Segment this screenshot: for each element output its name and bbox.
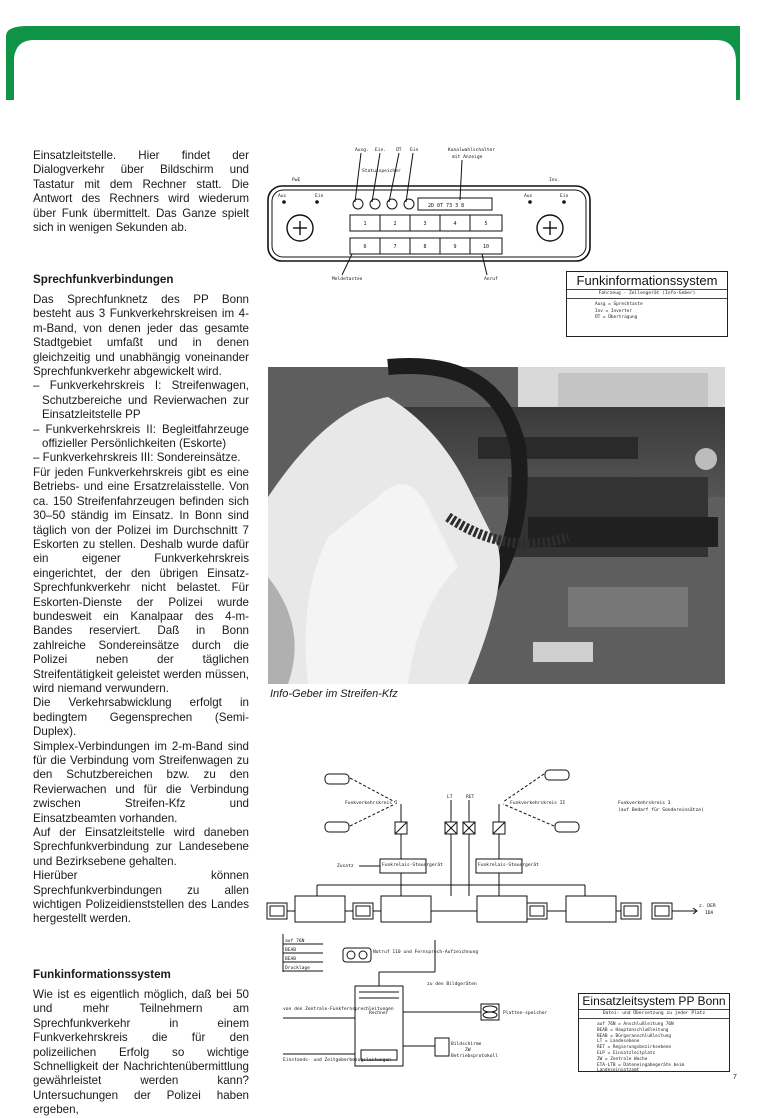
label-m2: BEAB xyxy=(285,948,297,953)
key-9: 9 xyxy=(453,244,457,250)
heading-funkinfo: Funkinformationssystem xyxy=(33,968,171,981)
legend2-subtitle: Datei- und Übersetzung zu jeder Platz xyxy=(579,1010,729,1019)
key-5: 5 xyxy=(484,221,488,227)
label-aus-right: Aus xyxy=(524,194,533,199)
legend2-row: BEAB = Bürgeranschlußleitung xyxy=(597,1033,672,1039)
paragraph: Wie ist es eigentlich möglich, daß bei 50 und mehr Teilnehmern am Sprechfunkverkehr in einem Funkverkehrskreis die für den polizeilichen Erfolg so wichtige Schnelligkeit der Nachrichtenübermittlung gewährleistet werden kann? Untersuchungen der Polizei haben ergeben, xyxy=(33,988,249,1117)
label-left2: Einstands- und Zeitgeberbezugsleitungen xyxy=(283,1058,391,1063)
label-m1: auf 76N xyxy=(285,939,305,944)
key-4: 4 xyxy=(453,221,457,227)
paragraph: Auf der Einsatzleitstelle wird daneben Sprechfunkverbindung zur Landesebene und Bezirksebene gehalten. xyxy=(33,826,249,868)
key-10: 10 xyxy=(482,244,490,250)
legend2-row: auf 76N = Anschlußleitung 76N xyxy=(597,1022,674,1027)
legend2-row: LT = Landesebene xyxy=(597,1039,640,1045)
label-ein: Ein. xyxy=(375,148,387,153)
label-fvk2: Funkverkehrskreis II xyxy=(510,801,566,806)
key-7: 7 xyxy=(393,244,397,250)
key-3: 3 xyxy=(423,221,427,227)
photo-info-geber xyxy=(268,367,725,684)
list-item: – Funkverkehrskreis II: Begleitfahrzeuge offizieller Persönlichkeiten (Eskorte) xyxy=(33,422,249,451)
photo-caption: Info-Geber im Streifen-Kfz xyxy=(270,688,398,700)
label-fs3: Betriebsprotokoll xyxy=(451,1054,499,1059)
label-box1: Funkrelais-Steuergerät xyxy=(382,863,443,868)
label-zu-ida: IDA xyxy=(705,911,714,916)
label-ein2: Ein xyxy=(410,148,419,153)
label-statusspeicher: Statusspeicher xyxy=(362,169,401,174)
label-meldetasten: Meldetasten xyxy=(332,277,363,282)
label-anruf: Anruf xyxy=(484,277,498,282)
legend2-rows xyxy=(579,1019,729,1074)
legend-row: Ausg = Sprechtaste xyxy=(595,302,643,307)
legend-funkinfo xyxy=(566,271,728,337)
label-ue: ÜT xyxy=(396,148,402,153)
key-2: 2 xyxy=(393,221,397,227)
key-1: 1 xyxy=(363,221,367,227)
label-rechner: Rechner xyxy=(369,1011,389,1016)
heading-sprechfunk: Sprechfunkverbindungen xyxy=(33,273,174,286)
label-ret: RET xyxy=(466,795,475,800)
label-aus-left: Aus xyxy=(278,194,287,199)
device-display: 2D 0T 73 3 8 xyxy=(428,203,465,209)
label-fvk1: Funkverkehrskreis I xyxy=(345,801,398,806)
label-mit: mit Anzeige xyxy=(452,155,483,160)
label-ein-left: Ein xyxy=(315,194,324,199)
label-ausg: Ausg. xyxy=(355,148,369,153)
paragraph: Die Verkehrsabwicklung erfolgt in bedingtem Gegensprechen (Semi-Duplex). xyxy=(33,696,249,739)
label-left1: von den Zentrale-Funkfernsprechleitungen xyxy=(283,1007,394,1012)
section-sprechfunk xyxy=(33,273,249,927)
legend2-title: Einsatzleitsystem PP Bonn xyxy=(579,994,729,1010)
label-box2: Funkrelais-Steuergerät xyxy=(478,863,539,868)
section-funkinfo xyxy=(33,968,249,1118)
intro-paragraph: Einsatzleitstelle. Hier findet der Dialogverkehr über Bildschirm und Tastatur mit dem Rechner statt. Die Antwort des Rechners wird wiederum über Funk übermittelt. Das Ganze spielt sich in wenigen Sekunden ab. xyxy=(33,149,249,235)
legend-row: ÜT = Übertragung xyxy=(595,315,638,321)
paragraph: Für jeden Funkverkehrskreis gibt es eine Betriebs- und eine Ersatzrelaisstelle. Von ca. 150 Streifenfahrzeugen befinden sich 30–50 ständig im Einsatz. In Bonn sind täglich von der Polizei im Durchschnitt 7 Eskorten zu stellen. Deshalb wurde dafür ein eigener Funkverkehrskreis eingerichtet, der den übrigen Einsatz-Sprechfunkverkehr nicht belastet. Für Eskorten-Dienste der Polizei wurde bundesweit ein Kanalpaar des 4-m-Bandes reserviert. Daß in Bonn zahlreiche Sondereinsätze durch die Polizei neben der täglichen Streifentätigkeit geleistet werden müssen, wird niemand verwundern. xyxy=(33,465,249,695)
label-platte: Platten-speicher xyxy=(503,1011,548,1016)
list-item: – Funkverkehrskreis I: Streifenwagen, Schutzbereiche und Revierwachen zur Einsatzleitstelle PP xyxy=(33,379,249,422)
key-6: 6 xyxy=(363,244,367,250)
green-frame xyxy=(0,0,781,100)
paragraph: Simplex-Verbindungen im 2-m-Band sind für die Verbindung vom Streifenwagen zu den Schutzbereichen bzw. zu den Revierwachen und für die Verbindung zwischen Streifen-Kfz und Einsatzbeamten vorhanden. xyxy=(33,739,249,825)
legend-einsatzleit xyxy=(578,993,730,1072)
label-zusatz: Zusatz xyxy=(337,864,354,869)
legend2-row: RET = Regierungsbezirksebene xyxy=(597,1045,672,1051)
label-pwe: PwE xyxy=(292,178,301,183)
legend-rows xyxy=(567,299,727,322)
label-ein-right: Ein xyxy=(560,194,569,199)
page-number: 7 xyxy=(733,1074,737,1081)
label-tape: Notruf 110 und Fernsprech-Aufzeichnung xyxy=(373,950,479,955)
label-kanal: Kanalwahlschalter xyxy=(448,148,496,153)
photo-illustration xyxy=(268,367,725,684)
label-lt: LT xyxy=(447,795,453,800)
label-fvk3-note: (auf Bedarf für Sondereinsätze) xyxy=(618,808,704,813)
info-geber-diagram xyxy=(262,142,602,288)
label-fvk3: Funkverkehrskreis 3 xyxy=(618,801,671,806)
list-item: – Funkverkehrskreis III: Sondereinsätze. xyxy=(33,451,241,465)
label-fs1: Bildschirme xyxy=(451,1042,482,1047)
label-zu-kkk: zu den Bildgeräten xyxy=(427,982,477,987)
paragraph: Hierüber können Sprechfunkverbindungen zu allen wichtigen Polizeidienststellen des Landes hergestellt werden. xyxy=(33,869,249,926)
legend2-row: ETA-LTB = Dateneingabegeräte beim Landeseinsatzamt xyxy=(597,1062,685,1074)
label-fs2: ZW xyxy=(465,1048,471,1053)
legend2-row: BEAB = Hauptanschlußleitung xyxy=(597,1027,669,1033)
fvk-list xyxy=(33,379,249,465)
label-zu-der: z. DER xyxy=(699,904,716,909)
label-m3: BEAB xyxy=(285,957,297,962)
legend-row: Inv = Inverter xyxy=(595,308,633,314)
label-m4: Drucklage xyxy=(285,966,310,971)
label-inv: Inv. xyxy=(549,178,561,183)
legend2-row: ELP = Einsatzleitplatz xyxy=(597,1050,656,1056)
key-8: 8 xyxy=(423,244,427,250)
legend2-row: ZW = Zentrale Wache xyxy=(597,1056,648,1062)
text-column xyxy=(33,149,249,235)
legend-title: Funkinformationssystem xyxy=(567,272,727,290)
paragraph: Das Sprechfunknetz des PP Bonn besteht aus 3 Funkverkehrskreisen im 4-m-Band, von denen jeder das gesamte Stadtgebiet umfaßt und in denen gleichzeitig und unabhängig voneinander Sprechfunkverkehr abgewickelt wird. xyxy=(33,293,249,379)
legend-subtitle: Fahrzeug - Zellengerät (Info-Geber) xyxy=(567,290,727,299)
